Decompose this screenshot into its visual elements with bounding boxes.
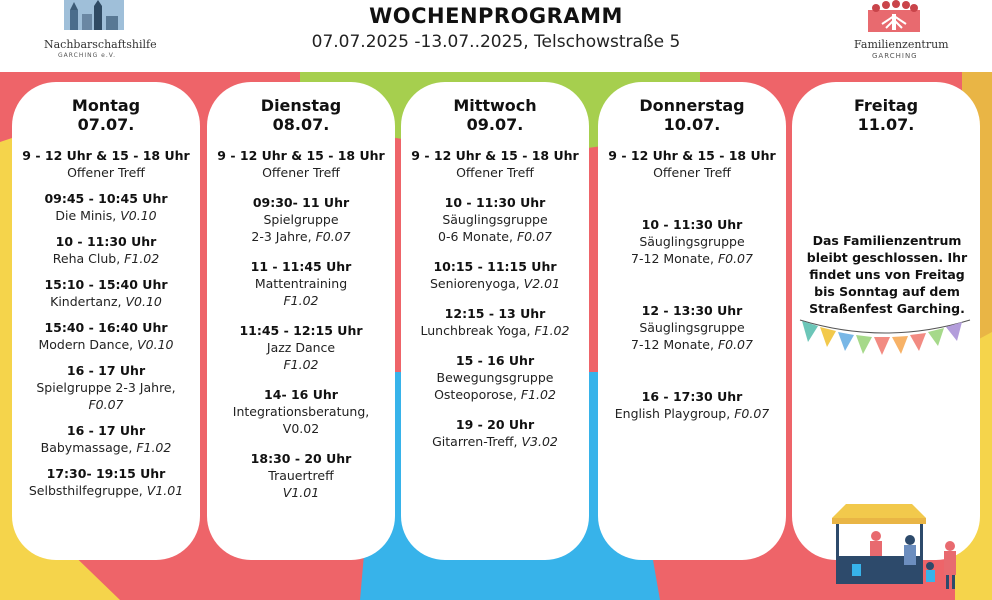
event-name: Integrationsberatung, <box>232 404 370 419</box>
event-name <box>12 336 200 353</box>
logo-right-sub: GARCHING <box>872 52 918 60</box>
event-room: F0.07 <box>315 229 351 244</box>
event-name: Offener Treff <box>456 165 534 180</box>
event-room: V1.01 <box>282 485 320 500</box>
event-time: 12 - 13:30 Uhr <box>641 303 743 318</box>
event-name: Spielgruppe <box>263 212 339 227</box>
event-title: Reha Club, <box>52 251 125 266</box>
event-title: Osteoporose, <box>434 387 521 402</box>
page-subtitle: 07.07.2025 -13.07..2025, Telschowstraße 5 <box>311 32 681 52</box>
logo-right-name: Familienzentrum <box>854 38 949 51</box>
event <box>12 363 200 413</box>
event-detail <box>401 386 589 403</box>
event-title: Selbsthilfegruppe, <box>28 483 147 498</box>
day-name: Freitag <box>853 96 919 115</box>
event-time: 12:15 - 13 Uhr <box>444 306 546 321</box>
event-name: Jazz Dance <box>266 340 336 355</box>
event <box>12 466 200 499</box>
event-room: V0.10 <box>120 208 157 223</box>
event-time: 19 - 20 Uhr <box>455 417 535 432</box>
event <box>207 259 395 309</box>
event-room: F0.07 <box>717 337 753 352</box>
event <box>12 320 200 353</box>
event-time: 18:30 - 20 Uhr <box>250 451 352 466</box>
event <box>401 195 589 245</box>
event-name <box>598 405 786 422</box>
event-room: F1.02 <box>534 323 570 338</box>
event-time: 15:40 - 16:40 Uhr <box>44 320 168 335</box>
event-detail <box>598 336 786 353</box>
day-date: 09.07. <box>466 115 524 134</box>
event-name: Säuglingsgruppe <box>639 234 745 249</box>
event <box>12 191 200 224</box>
event-time: 09:45 - 10:45 Uhr <box>44 191 168 206</box>
event-name <box>401 433 589 450</box>
bunting-icon <box>798 316 972 366</box>
event-title: Kindertanz, <box>50 294 126 309</box>
page-title: WOCHENPROGRAMM <box>369 4 623 28</box>
event-time: 14- 16 Uhr <box>264 387 338 402</box>
event <box>598 303 786 353</box>
event-time: 16 - 17:30 Uhr <box>641 389 743 404</box>
event-time: 10 - 11:30 Uhr <box>55 234 157 249</box>
column-mittwoch <box>401 82 589 560</box>
day-name: Donnerstag <box>639 96 745 115</box>
logo-left-sub: GARCHING e.V. <box>58 52 116 59</box>
event-room: F0.07 <box>88 397 124 412</box>
event-room: F0.07 <box>734 406 770 421</box>
day-date: 10.07. <box>663 115 721 134</box>
event-detail <box>401 228 589 245</box>
event-title: 7-12 Monate, <box>631 251 718 266</box>
day-date: 08.07. <box>272 115 330 134</box>
event-room: F0.07 <box>717 251 753 266</box>
event <box>401 417 589 450</box>
event-name: Offener Treff <box>653 165 731 180</box>
event-room: F1.02 <box>520 387 556 402</box>
event-name <box>12 482 200 499</box>
event <box>598 389 786 422</box>
event-time: 16 - 17 Uhr <box>66 423 146 438</box>
event-time: 09:30- 11 Uhr <box>252 195 350 210</box>
event-time: 16 - 17 Uhr <box>66 363 146 378</box>
event-room: F1.02 <box>124 251 160 266</box>
event-detail <box>598 250 786 267</box>
event-time: 9 - 12 Uhr & 15 - 18 Uhr <box>608 148 776 163</box>
family-tree-icon <box>864 0 924 34</box>
event-title: Die Minis, <box>55 208 121 223</box>
event-name: Offener Treff <box>67 165 145 180</box>
event-room: V0.02 <box>282 421 320 436</box>
event-title: English Playgroup, <box>614 406 735 421</box>
event-title: 0-6 Monate, <box>438 229 517 244</box>
column-montag <box>12 82 200 560</box>
event-room: V0.10 <box>125 294 162 309</box>
event-name: Bewegungsgruppe <box>436 370 554 385</box>
event <box>401 259 589 292</box>
event <box>401 306 589 339</box>
event-detail <box>207 228 395 245</box>
event <box>207 323 395 373</box>
event-title: Gitarren-Treff, <box>432 434 522 449</box>
event <box>12 234 200 267</box>
event <box>401 353 589 403</box>
event-title: Babymassage, <box>40 440 137 455</box>
event-time: 11:45 - 12:15 Uhr <box>239 323 363 338</box>
column-dienstag <box>207 82 395 560</box>
event-time: 11 - 11:45 Uhr <box>250 259 352 274</box>
event-name <box>401 322 589 339</box>
market-stall-icon <box>826 500 966 592</box>
event-title: 2-3 Jahre, <box>251 229 316 244</box>
event-room: F1.02 <box>283 357 319 372</box>
familienzentrum-logo <box>850 0 950 66</box>
day-date: 11.07. <box>857 115 915 134</box>
event-room: F0.07 <box>516 229 552 244</box>
event-name: Spielgruppe 2-3 Jahre, <box>36 380 176 395</box>
event-name <box>12 207 200 224</box>
event-title: Modern Dance, <box>38 337 138 352</box>
event-name: Mattentraining <box>254 276 348 291</box>
event <box>12 423 200 456</box>
event <box>207 387 395 437</box>
closure-note: Das Familienzentrum bleibt geschlossen. Ihr findet uns von Freitag bis Sonntag auf dem Straßenfest Garching. <box>806 233 968 316</box>
day-name: Montag <box>71 96 141 115</box>
event-time: 17:30- 19:15 Uhr <box>46 466 166 481</box>
event <box>207 195 395 245</box>
day-date: 07.07. <box>77 115 135 134</box>
event <box>401 148 589 181</box>
event-time: 15:10 - 15:40 Uhr <box>44 277 168 292</box>
event-room: V3.02 <box>521 434 558 449</box>
event <box>207 148 395 181</box>
event <box>598 148 786 181</box>
event <box>12 148 200 181</box>
event-title: Seniorenyoga, <box>429 276 524 291</box>
event-room: V0.10 <box>137 337 174 352</box>
logo-left-name: Nachbarschaftshilfe <box>44 38 157 51</box>
event-room: V1.01 <box>146 483 184 498</box>
event-time: 10 - 11:30 Uhr <box>641 217 743 232</box>
event-name <box>12 293 200 310</box>
event-time: 9 - 12 Uhr & 15 - 18 Uhr <box>22 148 190 163</box>
event-name: Trauertreff <box>268 468 334 483</box>
event-title: 7-12 Monate, <box>631 337 718 352</box>
event-time: 9 - 12 Uhr & 15 - 18 Uhr <box>217 148 385 163</box>
event-name <box>401 275 589 292</box>
day-name: Mittwoch <box>453 96 537 115</box>
event-room: V2.01 <box>523 276 561 291</box>
event-name: Offener Treff <box>262 165 340 180</box>
event-name <box>12 250 200 267</box>
event <box>207 451 395 501</box>
header <box>0 0 992 72</box>
event-name: Säuglingsgruppe <box>639 320 745 335</box>
day-name: Dienstag <box>260 96 342 115</box>
event-name <box>12 439 200 456</box>
event-title: Lunchbreak Yoga, <box>420 323 535 338</box>
column-donnerstag <box>598 82 786 560</box>
event-room: F1.02 <box>283 293 319 308</box>
event <box>598 217 786 267</box>
event-room: F1.02 <box>136 440 172 455</box>
event <box>12 277 200 310</box>
event-time: 10 - 11:30 Uhr <box>444 195 546 210</box>
event-name: Säuglingsgruppe <box>442 212 548 227</box>
event-time: 15 - 16 Uhr <box>455 353 535 368</box>
event-time: 9 - 12 Uhr & 15 - 18 Uhr <box>411 148 579 163</box>
event-time: 10:15 - 11:15 Uhr <box>433 259 557 274</box>
